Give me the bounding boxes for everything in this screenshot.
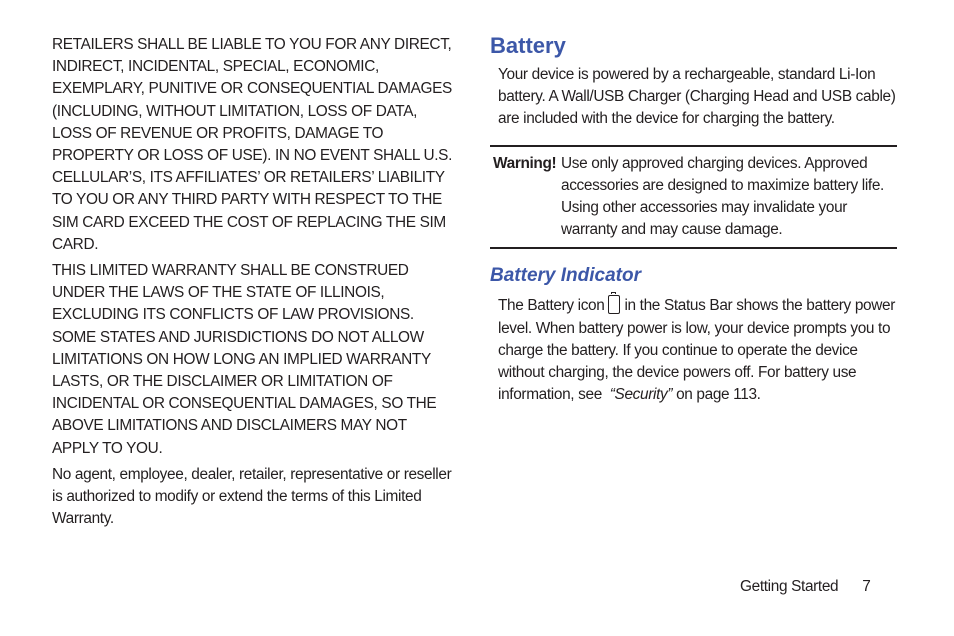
right-column: [490, 32, 897, 406]
battery-icon: [608, 295, 620, 314]
indicator-text-after: in the Status Bar shows the battery power level. When battery power is low, your device prompts you to charge the battery. If you continue to operate the device without charging, the device powers off. For battery use information, see: [498, 297, 895, 404]
indicator-text-before: The Battery icon: [498, 297, 605, 315]
footer-section-title: Getting Started: [740, 578, 839, 595]
security-link[interactable]: “Security”: [609, 386, 673, 404]
indicator-text-end: on page 113.: [676, 386, 761, 404]
warning-text: Use only approved charging devices. Approved accessories are designed to maximize battery life. Using other accessories may invalidate your warranty and may cause damage.: [561, 154, 884, 239]
battery-heading: Battery: [490, 33, 566, 58]
left-column: [52, 34, 452, 534]
battery-intro: Your device is powered by a rechargeable, standard Li-Ion battery. A Wall/USB Charger (Charging Head and USB cable) are included with the device for charging the battery.: [498, 66, 896, 128]
page-footer: [740, 578, 871, 596]
battery-indicator-heading: Battery Indicator: [490, 265, 641, 287]
warning-label: Warning!: [493, 154, 557, 172]
warranty-paragraph-2: THIS LIMITED WARRANTY SHALL BE CONSTRUED UNDER THE LAWS OF THE STATE OF ILLINOIS, EXCLUDING ITS CONFLICTS OF LAW PROVISIONS. SOME STATES AND JURISDICTIONS DO NOT ALLOW LIMITATIONS ON HOW LONG AN IMPLIED WARRANTY LASTS, OR THE DISCLAIMER OR LIMITATION OF INCIDENTAL OR CONSEQUENTIAL DAMAGES, SO THE ABOVE LIMITATIONS AND DISCLAIMERS MAY NOT APPLY TO YOU.: [52, 262, 437, 457]
page-number: 7: [862, 578, 871, 595]
battery-indicator-text: [498, 295, 897, 406]
warranty-paragraph-3: No agent, employee, dealer, retailer, representative or reseller is authorized to modify or extend the terms of this Limited Warranty.: [52, 465, 452, 528]
warranty-paragraph-1: RETAILERS SHALL BE LIABLE TO YOU FOR ANY DIRECT, INDIRECT, INCIDENTAL, SPECIAL, ECONOMIC, EXEMPLARY, PUNITIVE OR CONSEQUENTIAL DAMAGES (INCLUDING, WITHOUT LIMITATION, LOSS OF DATA, LOSS OF REVENUE OR PROFITS, DAMAGE TO PROPERTY OR LOSS OF USE). IN NO EVENT SHALL U.S. CELLULAR’S, ITS AFFILIATES’ OR RETAILERS’ LIABILITY TO YOU OR ANY THIRD PARTY WITH RESPECT TO THE SIM CARD EXCEED THE COST OF REPLACING THE SIM CARD.: [52, 36, 452, 253]
warning-box: [490, 145, 897, 250]
